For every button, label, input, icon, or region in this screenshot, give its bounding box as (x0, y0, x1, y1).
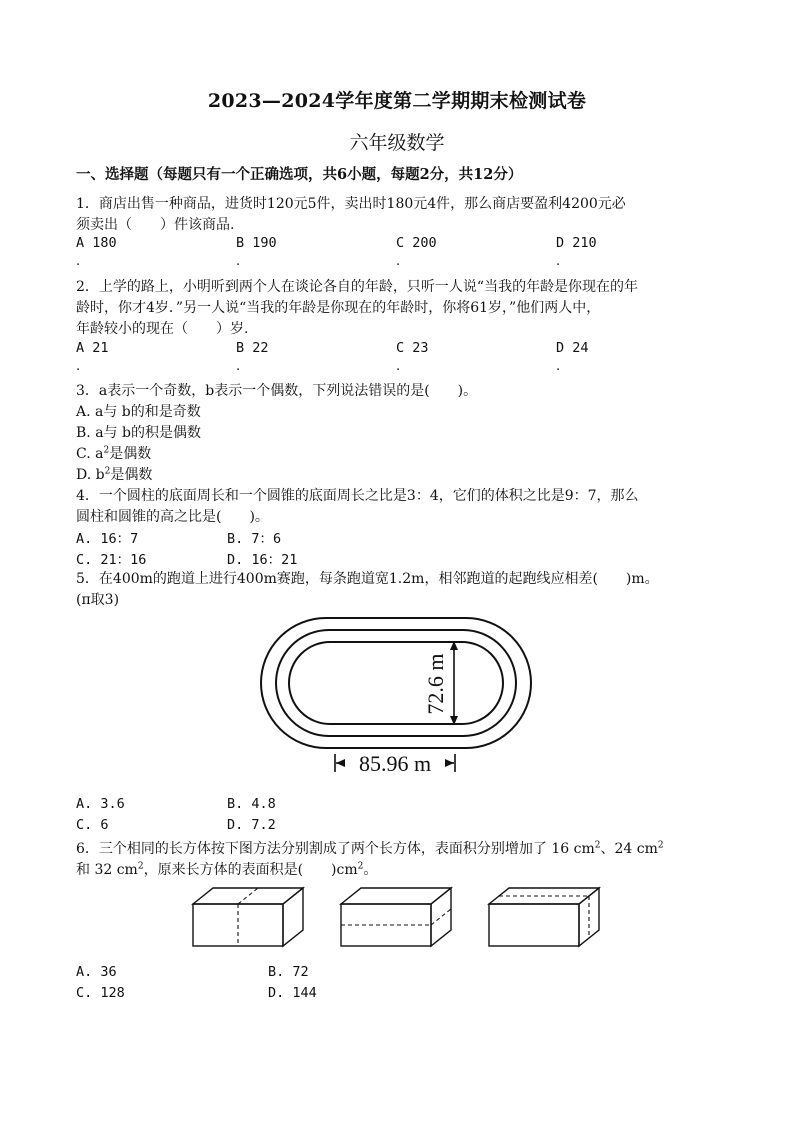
q2-option-c: C 23 (396, 340, 429, 356)
q2-dot: . (396, 359, 401, 374)
q6-sup3: 2 (137, 861, 144, 872)
cuboid-depth-cut (489, 888, 599, 946)
q6-sup1: 2 (594, 840, 601, 851)
q5-line2: (π取3) (76, 592, 120, 608)
q6-line2-end: 。 (363, 862, 378, 878)
q3-line1: 3．a表示一个奇数，b表示一个偶数，下列说法错误的是( )。 (76, 383, 478, 399)
cuboid-figures (190, 884, 605, 950)
q4-line2: 圆柱和圆锥的高之比是( )。 (76, 509, 269, 525)
q6-line2-mid: ，原来长方体的表面积是( )cm (143, 862, 358, 878)
q2-option-b: B 22 (236, 340, 269, 356)
q4-option-d: D. 16：21 (227, 552, 298, 568)
q6-line1-pre: 6．三个相同的长方体按下图方法分别割成了两个长方体，表面积分别增加了 16 cm (76, 841, 595, 857)
q1-dot: . (396, 254, 401, 269)
q3-option-a: A. a与 b的和是奇数 (76, 404, 201, 420)
q6-option-d: D. 144 (268, 985, 317, 1001)
q6-sup4: 2 (357, 861, 364, 872)
q3-option-c-post: 是偶数 (109, 446, 152, 462)
exam-title: 2023—2024学年度第二学期期末检测试卷 (207, 90, 587, 112)
q5-option-c: C. 6 (76, 817, 109, 833)
q3-option-d-pre: D. b (76, 467, 105, 483)
height-label: 72.6 m (423, 653, 448, 715)
q5-option-b: B. 4.8 (227, 796, 276, 812)
q6-sup2: 2 (657, 840, 664, 851)
q2-dot: . (236, 359, 241, 374)
q3-option-d-post: 是偶数 (110, 467, 153, 483)
q2-option-d: D 24 (556, 340, 589, 356)
running-track-figure (255, 612, 545, 777)
q1-dot: . (236, 254, 241, 269)
q4-option-b: B. 7：6 (227, 531, 282, 547)
width-label: 85.96 m (358, 751, 432, 776)
q2-line1: 2．上学的路上，小明听到两个人在谈论各自的年龄，只听一人说“当我的年龄是你现在的年 (76, 279, 639, 295)
q2-dot: . (76, 359, 81, 374)
q2-line2: 龄时，你才4岁．”另一人说“当我的年龄是你现在的年龄时，你将61岁，”他们两人中， (76, 300, 601, 316)
q2-dot: . (556, 359, 561, 374)
q3-option-c-pre: C. a (76, 446, 104, 462)
q6-option-a: A. 36 (76, 964, 117, 980)
q6-line1-mid: 、24 cm (600, 841, 658, 857)
q3-option-c (76, 443, 151, 463)
track-inner-lane (289, 642, 503, 724)
q1-line2: 须卖出（ ）件该商品. (76, 217, 235, 233)
q3-option-d-sup: 2 (104, 466, 111, 477)
q2-option-a: A 21 (76, 340, 109, 356)
cuboid-horizontal-cut (341, 888, 451, 946)
q5-option-a: A. 3.6 (76, 796, 125, 812)
width-arrow-left (336, 759, 345, 767)
width-arrow-right (445, 759, 454, 767)
q6-line1 (76, 838, 664, 858)
q4-line1: 4．一个圆柱的底面周长和一个圆锥的底面周长之比是3：4，它们的体积之比是9：7，那么 (76, 488, 639, 504)
q1-option-b: B 190 (236, 235, 277, 251)
q6-line2-pre: 和 32 cm (76, 862, 138, 878)
q6-line2 (76, 859, 377, 879)
q1-option-c: C 200 (396, 235, 437, 251)
q3-option-d (76, 464, 152, 484)
q1-option-d: D 210 (556, 235, 597, 251)
q1-dot: . (556, 254, 561, 269)
q4-option-a: A. 16：7 (76, 531, 139, 547)
q3-option-b: B. a与 b的积是偶数 (76, 425, 201, 441)
q1-option-a: A 180 (76, 235, 117, 251)
section-heading: 一、选择题（每题只有一个正确选项，共6小题，每题2分，共12分） (76, 166, 523, 183)
q3-option-c-sup: 2 (103, 445, 110, 456)
cuboid-vertical-cut (193, 888, 303, 946)
q6-option-b: B. 72 (268, 964, 309, 980)
q2-line3: 年龄较小的现在（ ）岁. (76, 321, 249, 337)
q5-line1: 5．在400m的跑道上进行400m赛跑，每条跑道宽1.2m，相邻跑道的起跑线应相差( )m。 (76, 571, 659, 587)
q1-dot: . (76, 254, 81, 269)
q6-option-c: C. 128 (76, 985, 125, 1001)
q4-option-c: C. 21：16 (76, 552, 147, 568)
q1-line1: 1．商店出售一种商品，进货时120元5件，卖出时180元4件，那么商店要盈利4200元必 (76, 196, 626, 212)
exam-subtitle: 六年级数学 (349, 132, 445, 154)
q5-option-d: D. 7.2 (227, 817, 276, 833)
